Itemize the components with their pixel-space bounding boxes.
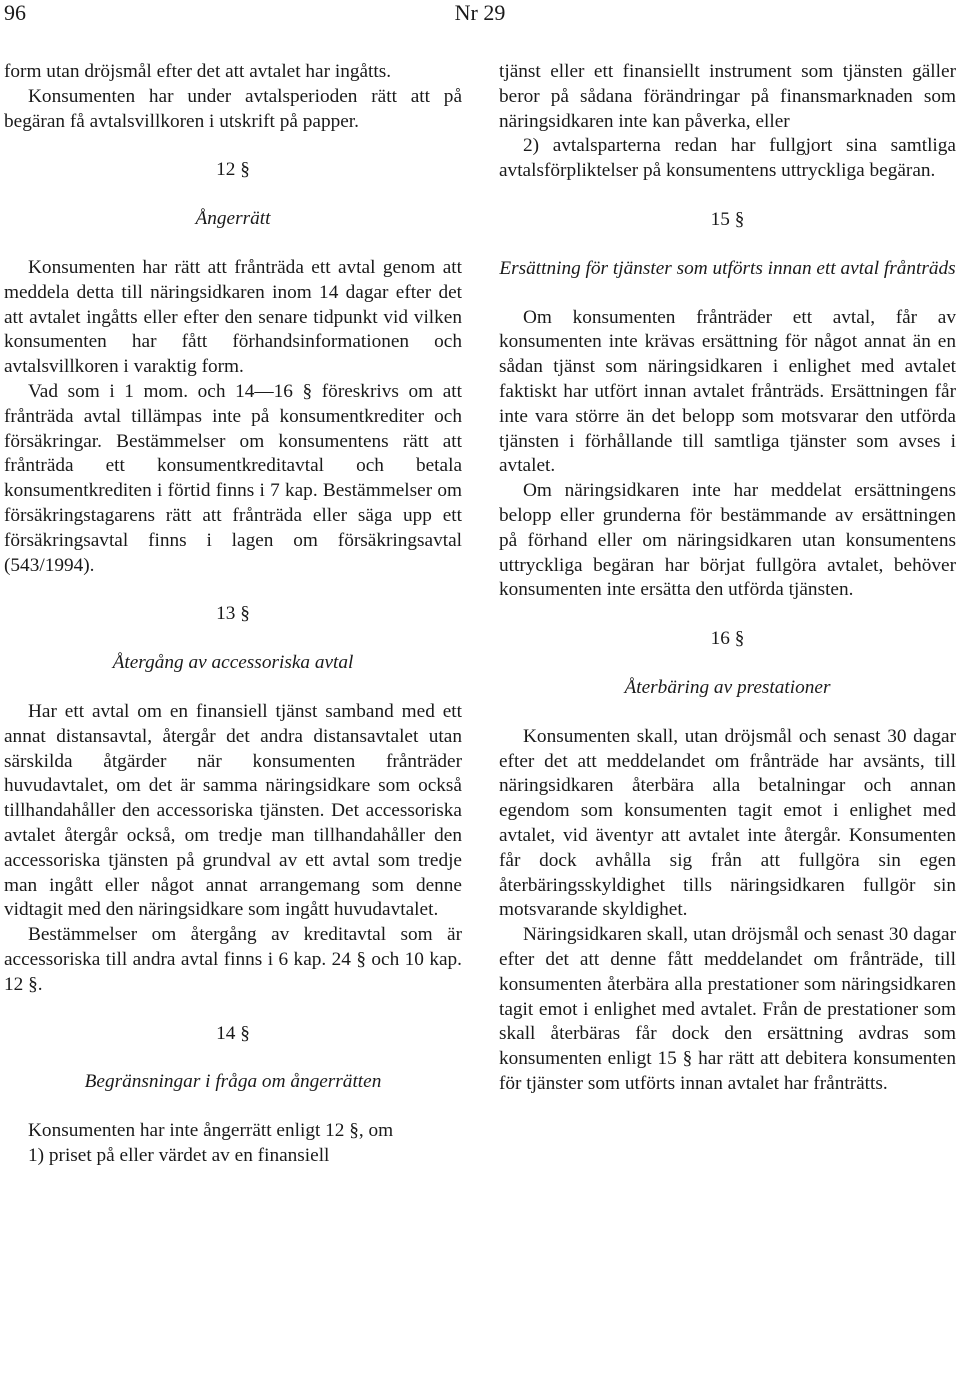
paragraph: Har ett avtal om en finansiell tjänst samband med ett annat distansavtal, återgår det andra distansavtalet utan särskilda åtgärder när konsumenten frånträder huvudavtalet, om det är samma näringsidkare som också tillhandahåller den accessoriska tjänsten. Det accessoriska avtalet återgår också, om tredje man tillhandahåller den accessoriska tjänsten på grundval av ett avtal som tredje man ingått eller något annat arrangemang som denne vidtagit med den näringsidkare som ingått huvudavtalet.	[4, 700, 462, 921]
page-number: 96	[4, 0, 26, 25]
list-item: 1) priset på eller värdet av en finansiell	[28, 1144, 330, 1166]
section-title: Återgång av accessoriska avtal	[112, 652, 354, 674]
section-title: Begränsningar i fråga om ångerrätten	[84, 1071, 382, 1093]
paragraph: Näringsidkaren skall, utan dröjsmål och senast 30 dagar efter det att denne fått meddelandet om frånträde, till konsumenten återbära alla prestationer som näringsidkaren tagit emot i enlighet med avtalet. Från de prestationer som skall återbäras får dock den ersättning avdras som konsumenten enligt 15 § har rätt att debitera konsumenten för tjänster som utförts innan avtalet har frånträtts.	[499, 924, 956, 1094]
section-number: 12 §	[216, 159, 250, 181]
section-number: 15 §	[710, 208, 745, 230]
section-title: Ångerrätt	[195, 208, 271, 230]
paragraph: Konsumenten skall, utan dröjsmål och senast 30 dagar efter det att meddelandet om frånträde har avsänts, till näringsidkaren återbära alla betalningar och annan egendom som konsumenten tagit emot i enlighet med avtalet, vid äventyr att avtalet inte återgår. Konsumenten får dock avhålla sig från att fullgöra sin egen återbäringsskyldighet tills näringsidkaren fullgör sin motsvarande skyldighet.	[499, 725, 956, 921]
paragraph: Bestämmelser om återgång av kreditavtal som är accessoriska till andra avtal finns i 6 kap. 24 § och 10 kap. 12 §.	[4, 924, 462, 995]
paragraph: form utan dröjsmål efter det att avtalet har ingåtts.	[4, 61, 392, 82]
paragraph: Konsumenten har inte ångerrätt enligt 12 §, om	[28, 1120, 394, 1142]
running-head	[0, 0, 960, 30]
section-title: Ersättning för tjänster som utförts innan ett avtal frånträds	[499, 257, 956, 279]
paragraph: Om konsumenten frånträder ett avtal, får av konsumenten inte krävas ersättning för något annat än en sådan tjänst som näringsidkaren i enlighet med avtalet faktiskt har utfört innan avtalet frånträds. Ersättningen får inte vara större än det belopp som motsvarar den utförda tjänsten i förhållande till samtliga tjänster som avses i avtalet.	[499, 306, 956, 477]
section-title: Återbäring av prestationer	[624, 676, 831, 698]
paragraph: tjänst eller ett finansiellt instrument som tjänsten gäller beror på sådana förändringar på finansmarknaden som näringsidkaren inte kan påverka, eller	[499, 61, 956, 132]
paragraph: Konsumenten har under avtalsperioden rätt att på begäran få avtalsvillkoren i utskrift på papper.	[4, 85, 462, 132]
paragraph: Om näringsidkaren inte har meddelat ersättningens belopp eller grunderna för bestämmande av ersättningen på förhand eller om näringsidkaren utan konsumentens uttryckliga begäran har börjat fullgöra avtalet, behöver konsumenten inte ersätta den utförda tjänsten.	[499, 480, 956, 601]
section-number: 14 §	[216, 1022, 250, 1044]
left-column	[4, 60, 462, 1169]
section-number: 16 §	[710, 628, 745, 650]
issue-number: Nr 29	[454, 0, 506, 25]
list-item: 2) avtalsparterna redan har fullgjort sina samtliga avtalsförpliktelser på konsumentens uttryckliga begäran.	[499, 135, 956, 182]
paragraph: Konsumenten har rätt att frånträda ett avtal genom att meddela detta till näringsidkaren inom 14 dagar efter det att avtalet ingåtts eller efter den senare tidpunkt vid vilken konsumenten har fått förhandsinformationen och avtalsvillkoren i varaktig form.	[4, 256, 462, 378]
right-column	[499, 60, 956, 1097]
section-number: 13 §	[216, 603, 250, 625]
paragraph: Vad som i 1 mom. och 14—16 § föreskrivs om att frånträda avtal tillämpas inte på konsumentkrediter och försäkringar. Bestämmelser om konsumentens rätt att frånträda ett konsumentkreditavtal och betala konsumentkrediten i förtid finns i 7 kap. Bestämmelser om försäkringstagarens rätt att frånträda eller säga upp ett försäkringsavtal finns i lagen om försäkringsavtal (543/1994).	[4, 380, 462, 576]
